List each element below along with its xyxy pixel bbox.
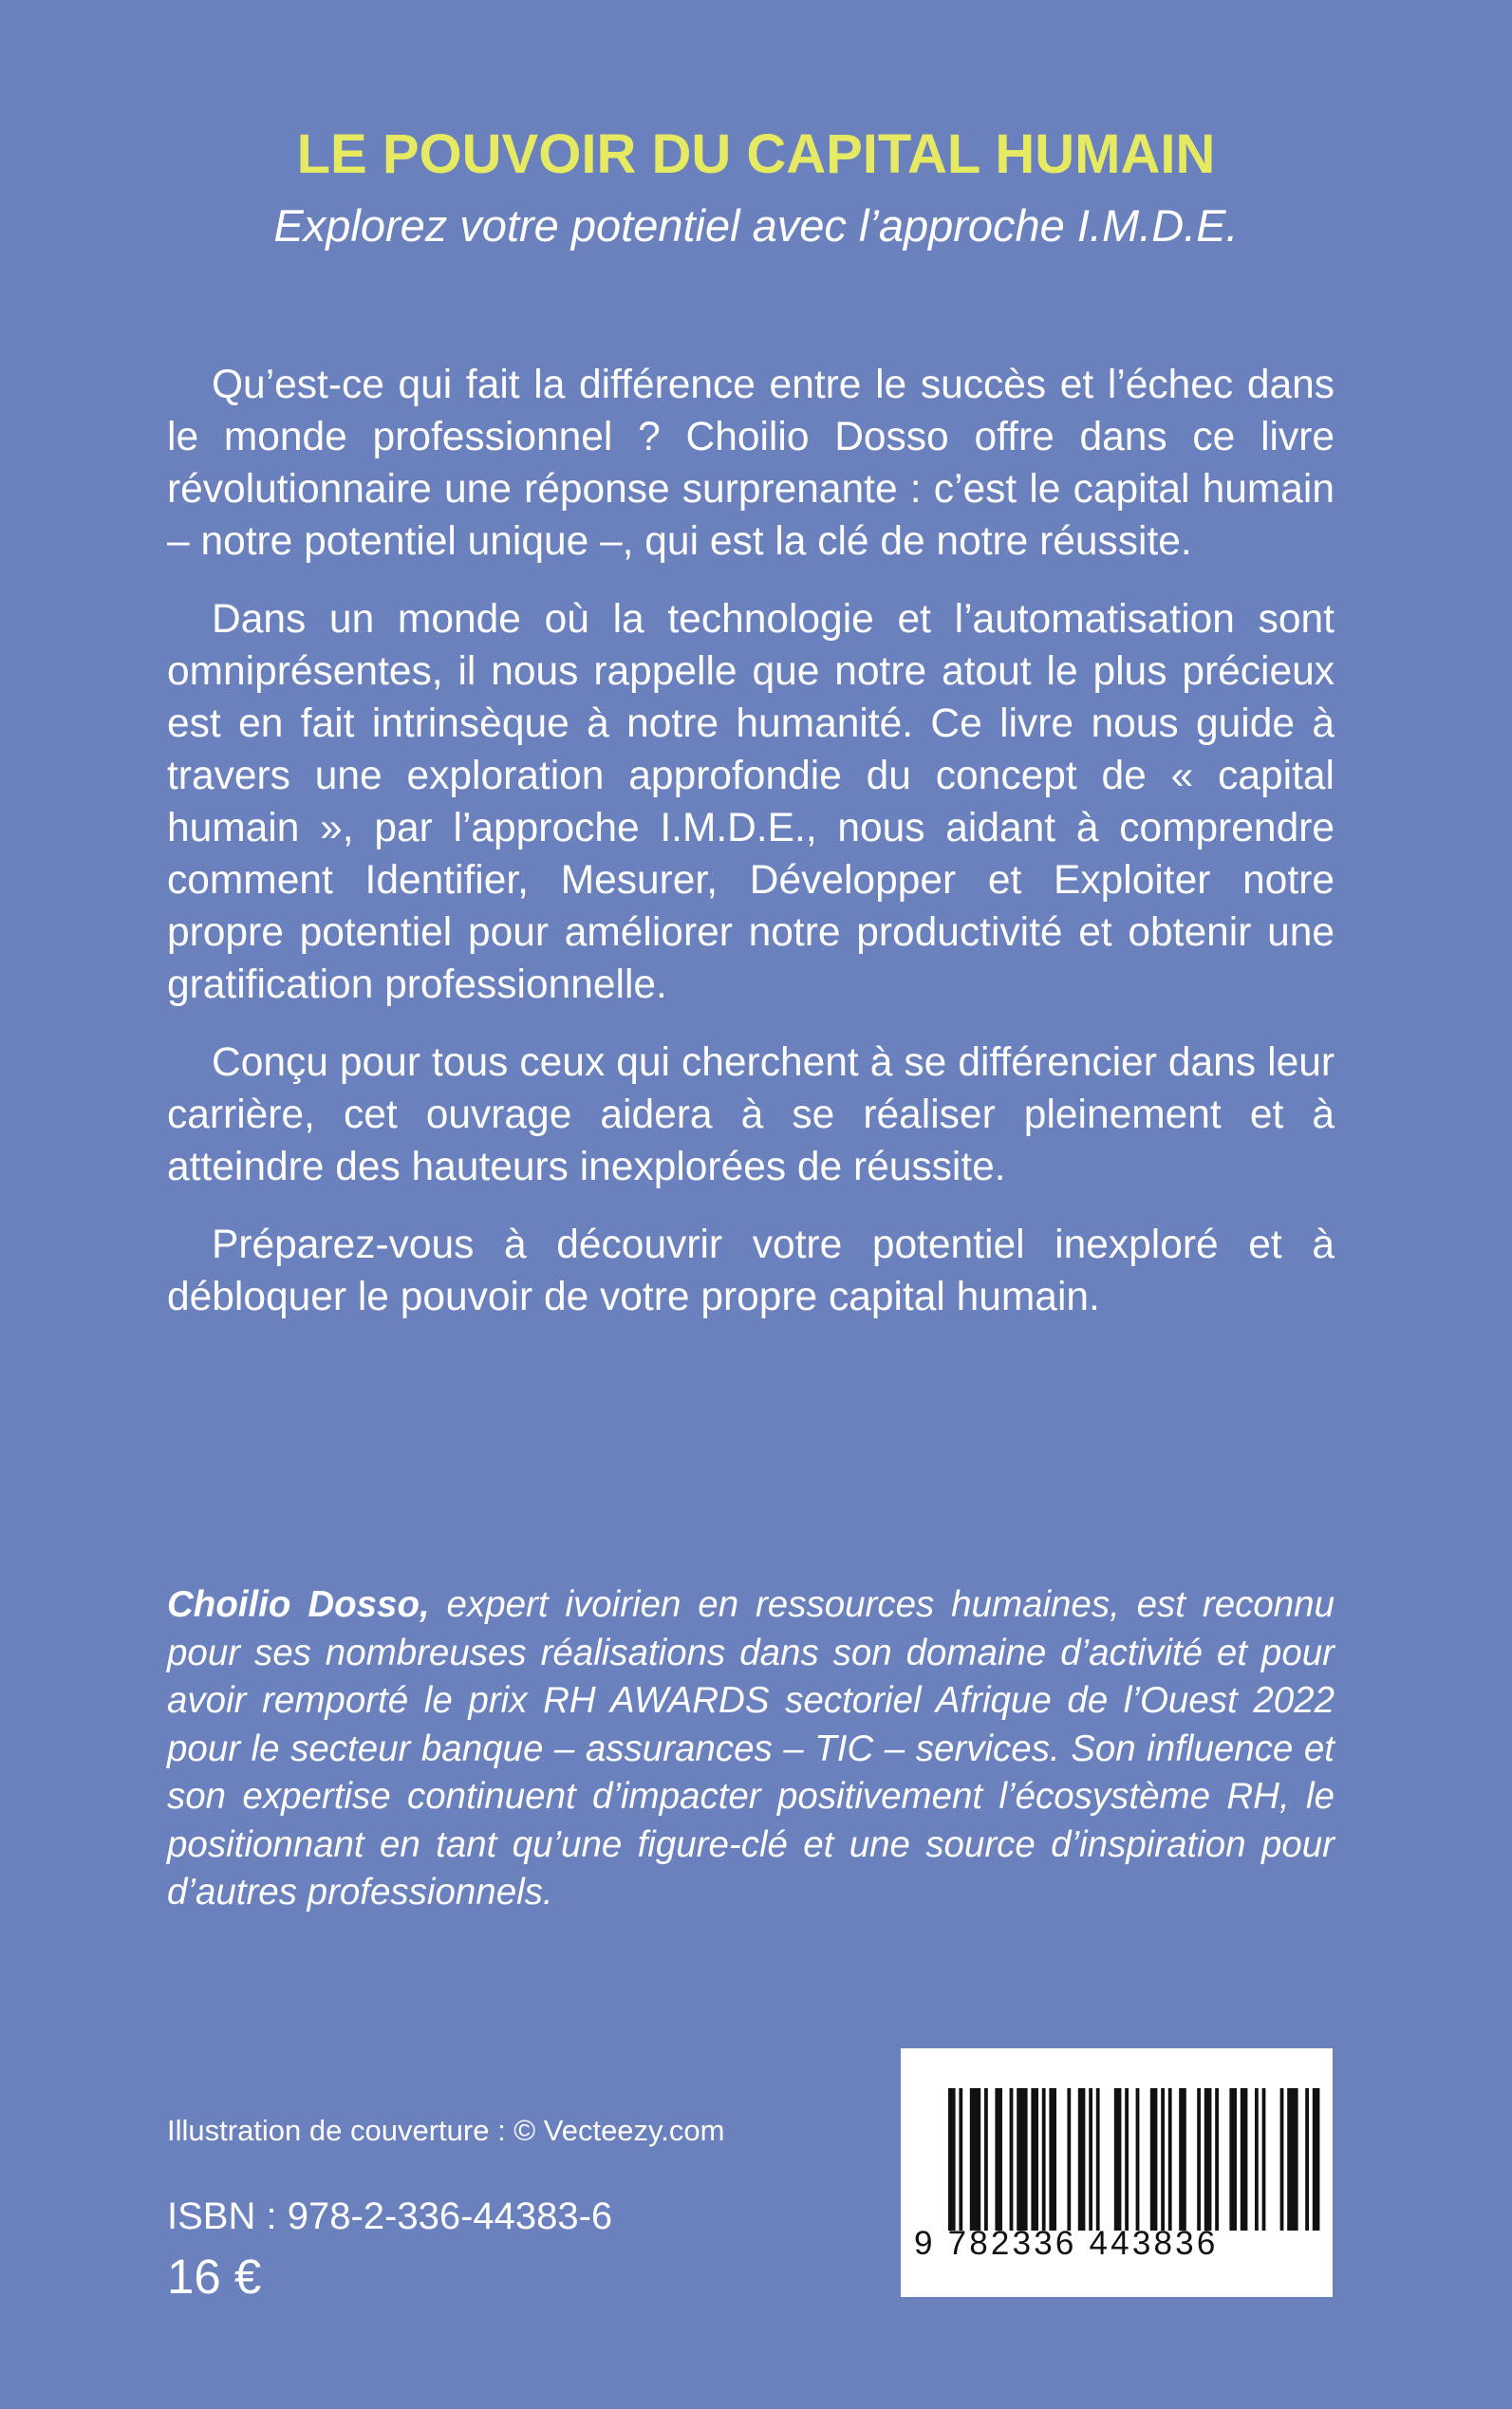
barcode-bar xyxy=(1049,2088,1056,2231)
barcode-bar xyxy=(1229,2088,1237,2231)
barcode-bar xyxy=(1067,2088,1071,2231)
author-bio-text: expert ivoirien en ressources humaines, est reconnu pour ses nombreuses réalisations dans son domaine d’activité et pour avoir remporté le prix RH AWARDS sectoriel Afrique de l’Ouest 2022 pour le secteur banque – assurances – TIC – services. Son influence et son expertise continuent d’impacter positivement l’écosystème RH, le positionnant en tant qu’une figure-clé et une source d’inspiration pour d’autres professionnels. xyxy=(167,1584,1335,1913)
barcode-bar xyxy=(1096,2088,1100,2231)
blurb-paragraph: Conçu pour tous ceux qui cherchent à se différencier dans leur carrière, cet ouvrage aidera à se réaliser pleinement et à atteindre des hauteurs inexplorées de réussite. xyxy=(167,1040,1335,1189)
illustration-credit: Illustration de couverture : © Vecteezy.com xyxy=(167,2114,725,2147)
header xyxy=(0,121,1512,254)
barcode-bar xyxy=(1204,2088,1212,2231)
blurb xyxy=(167,359,1335,1349)
barcode xyxy=(901,2048,1333,2297)
isbn: ISBN : 978-2-336-44383-6 xyxy=(167,2195,613,2237)
blurb-paragraph: Dans un monde où la technologie et l’automatisation sont omniprésentes, il nous rappelle que notre atout le plus précieux est en fait intrinsèque à notre humanité. Ce livre nous guide à travers une exploration approfondie du concept de « capital humain », par l’approche I.M.D.E., nous aidant à comprendre comment Identifier, Mesurer, Développer et Exploiter notre propre potentiel pour améliorer notre productivité et obtenir une gratification professionnelle. xyxy=(167,597,1335,1007)
barcode-bar xyxy=(1241,2088,1248,2231)
blurb-paragraph: Qu’est-ce qui fait la différence entre le succès et l’échec dans le monde professionnel ? Choilio Dosso offre dans ce livre révolutionnaire une réponse surprenante : c’est le capital humain – notre potentiel unique –, qui est la clé de notre réussite. xyxy=(167,363,1335,564)
book-title: LE POUVOIR DU CAPITAL HUMAIN xyxy=(296,123,1216,185)
barcode-bar xyxy=(1280,2088,1284,2231)
barcode-bar xyxy=(1136,2088,1140,2231)
barcode-bar xyxy=(995,2088,1002,2231)
barcode-bar xyxy=(948,2088,956,2231)
barcode-bar xyxy=(1150,2088,1158,2231)
barcode-bar xyxy=(1017,2088,1027,2231)
barcode-bar xyxy=(1255,2088,1259,2231)
barcode-bar xyxy=(1089,2088,1092,2231)
author-bio xyxy=(167,1581,1335,1917)
barcode-bar xyxy=(959,2088,962,2231)
price: 16 € xyxy=(167,2250,262,2304)
barcode-digits: 9 782336 443836 xyxy=(914,2225,1219,2262)
barcode-bar xyxy=(1179,2088,1186,2231)
barcode-bar xyxy=(1168,2088,1172,2231)
barcode-bar xyxy=(1262,2088,1266,2231)
barcode-bar xyxy=(1114,2088,1122,2231)
barcode-bar xyxy=(1215,2088,1219,2231)
barcode-bar xyxy=(1031,2088,1038,2231)
book-subtitle: Explorez votre potentiel avec l’approche I.M.D.E. xyxy=(273,200,1239,251)
barcode-bar xyxy=(1161,2088,1165,2231)
barcode-bar xyxy=(1078,2088,1086,2231)
barcode-bar xyxy=(984,2088,988,2231)
barcode-bar xyxy=(1197,2088,1201,2231)
barcode-bar xyxy=(1042,2088,1046,2231)
barcode-bar xyxy=(1125,2088,1129,2231)
barcode-bar xyxy=(1305,2088,1309,2231)
barcode-bar xyxy=(970,2088,980,2231)
blurb-paragraph: Préparez-vous à découvrir votre potentiel inexploré et à débloquer le pouvoir de votre propre capital humain. xyxy=(167,1223,1335,1319)
barcode-bar xyxy=(1010,2088,1014,2231)
author-name: Choilio Dosso, xyxy=(167,1584,430,1625)
barcode-bar xyxy=(1287,2088,1297,2231)
barcode-bar xyxy=(1313,2088,1320,2231)
